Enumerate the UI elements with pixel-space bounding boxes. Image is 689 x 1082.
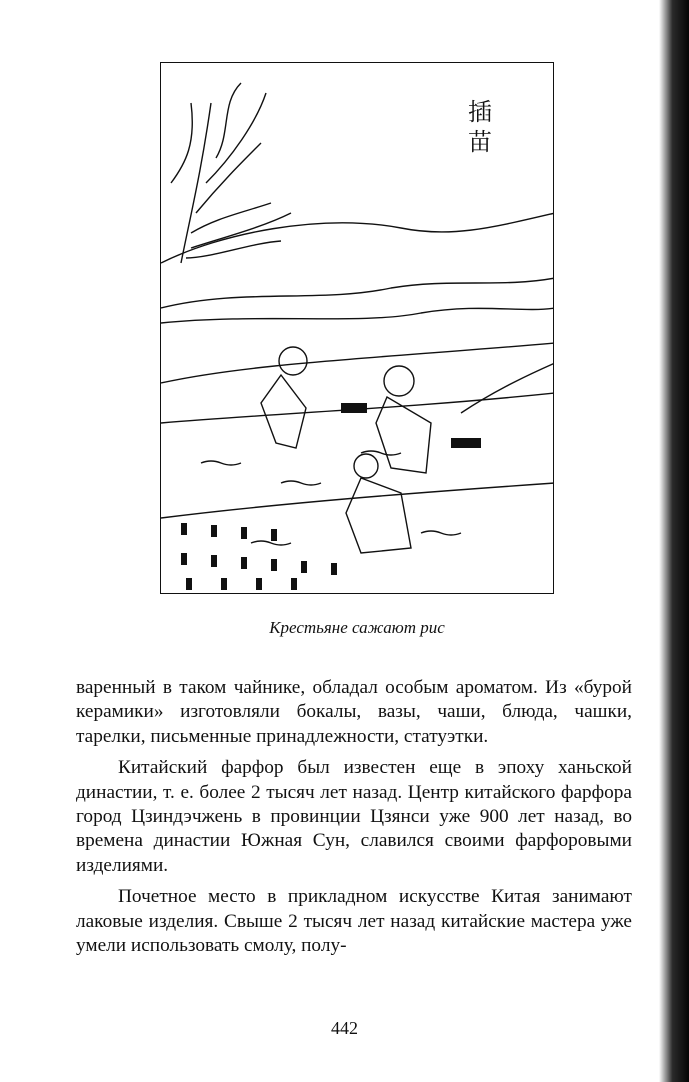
paragraph: Китайский фарфор был известен еще в эпоху ханьской династии, т. е. более 2 тысяч лет назад. Центр китайского фарфора город Цзиндэчжень в провинции Цзянси уже 900 лет назад, во времена династии Южная Сун, славился своими фарфоровыми изделиями. <box>76 757 632 876</box>
paragraph: варенный в таком чайнике, обладал особым ароматом. Из «бурой керамики» изготовляли бокалы, вазы, чаши, блюда, чашки, тарелки, письменные принадлежности, статуэтки. <box>76 677 632 747</box>
paragraph: Почетное место в прикладном искусстве Китая занимают лаковые изделия. Свыше 2 тысяч лет назад китайские мастера уже умели использовать смолу, полу- <box>76 886 632 957</box>
body-text <box>76 676 632 965</box>
page-number: 442 <box>331 1018 358 1038</box>
seal-inscription <box>465 97 495 157</box>
page-edge-shadow <box>659 0 689 1082</box>
illustration-frame <box>160 62 554 594</box>
figure-caption: Крестьяне сажают рис <box>269 618 445 637</box>
seal-char: 苗 <box>468 128 492 156</box>
seal-char: 插 <box>468 98 492 126</box>
rice-planting-engraving <box>161 63 554 594</box>
